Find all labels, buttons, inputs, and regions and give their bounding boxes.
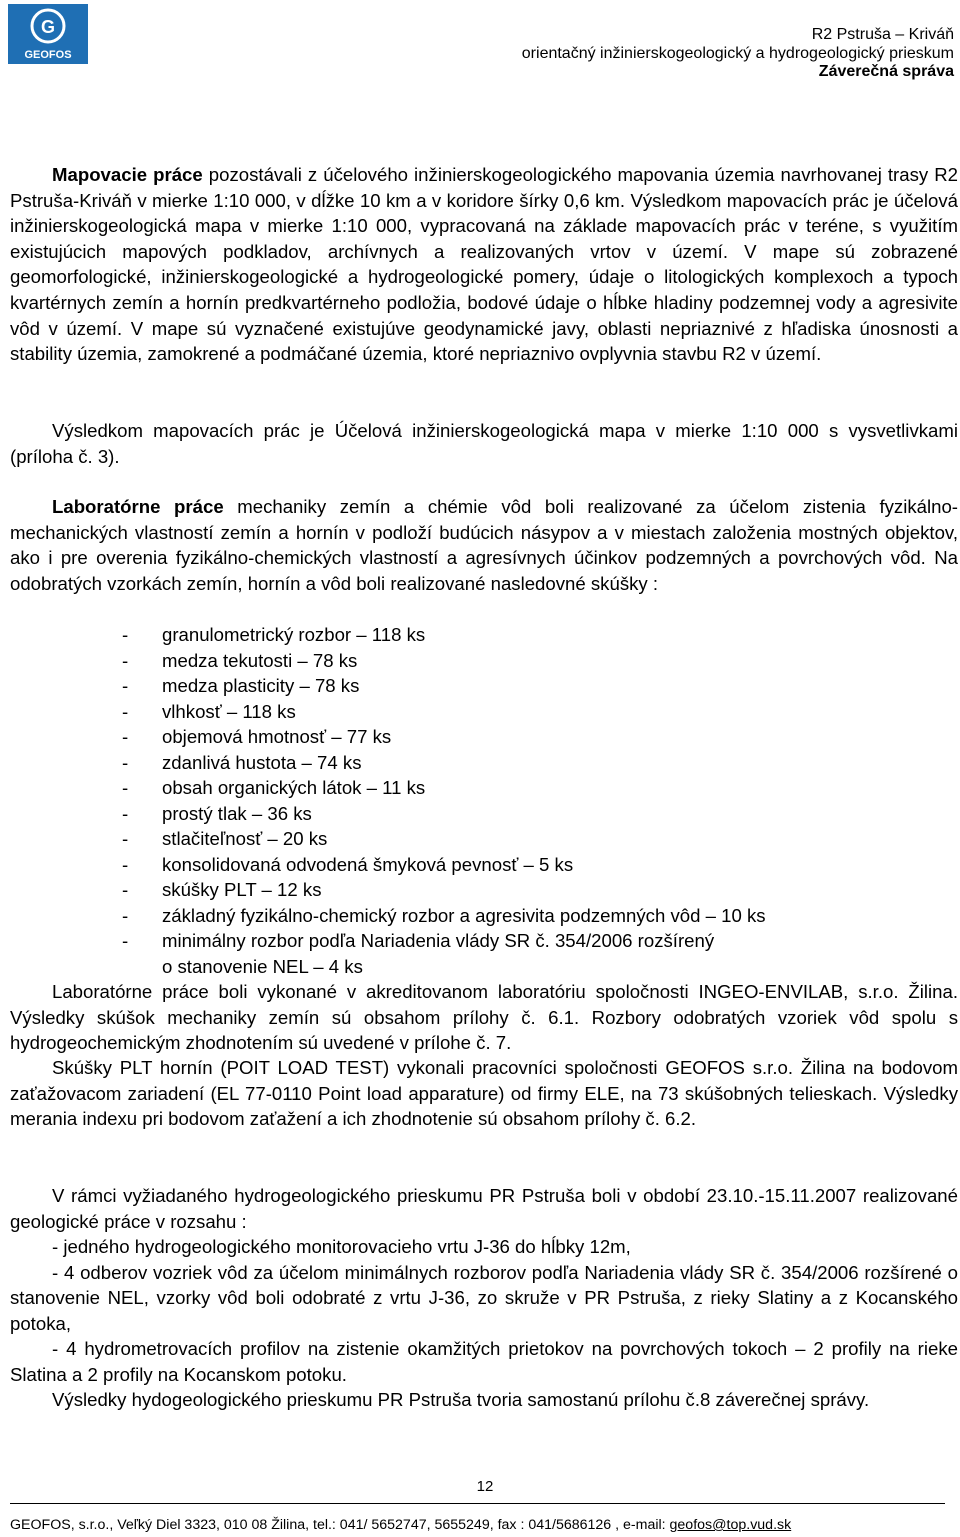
svg-text:G: G — [40, 17, 56, 37]
paragraph-mapping — [10, 162, 958, 367]
page-number: 12 — [476, 1478, 494, 1495]
list-item: - stlačiteľnosť – 20 ks — [122, 828, 328, 849]
paragraph-lead: Mapovacie práce — [52, 164, 203, 185]
list-item: - zdanlivá hustota – 74 ks — [122, 751, 362, 773]
list-item: - 4 odberov vozriek vôd za účelom minimálnych rozborov podľa Nariadenia vlády SR č. 354/2006 rozšírené o stanovenie NEL, vzorky vôd boli odobraté z vrtu J-36, zo skruže v PR Pstruša, z rieky Slatiny a z Kocanského potoka, — [10, 1261, 958, 1334]
paragraph-hydrogeology-results: Výsledky hydogeologického prieskumu PR Pstruša tvoria samostanú prílohu č.8 záverečnej správy. — [52, 1389, 870, 1410]
paragraph-hydrogeology: V rámci vyžiadaného hydrogeologického prieskumu PR Pstruša boli v období 23.10.-15.11.2007 realizované geologické práce v rozsahu : — [10, 1185, 958, 1232]
page-header — [434, 26, 954, 82]
paragraph-plt-tests: Skúšky PLT hornín (POIT LOAD TEST) vykonali pracovníci spoločnosti GEOFOS s.r.o. Žilina na bodovom zaťažovacom zariadení (EL 77-0110 Point load apparature) od firmy ELE, na 73 skúšobných telieskach. Výsledky merania indexu pri bodovom zaťažení a ich zhodnotenie sú obsahom prílohy č. 6.2. — [10, 1057, 958, 1130]
paragraph-text: mechaniky zemín a chémie vôd boli realizované za účelom zistenia fyzikálno-mechanických vlastností zemín a hornín v podloží budúcich násypov a v miestach založenia mostných objektov, ako i pre overenia fyzikálno-chemických vlastností a agresívnych účinkov podzemných a povrchových vôd. Na odobratých vzorkách zemín, hornín a vôd boli realizované nasledovné skúšky : — [10, 496, 958, 594]
list-item: - medza tekutosti – 78 ks — [122, 649, 358, 671]
header-project-title: R2 Pstruša – Kriváň — [811, 26, 954, 43]
list-item: - medza plasticity – 78 ks — [122, 675, 360, 696]
list-item: - základný fyzikálno-chemický rozbor a agresivita podzemných vôd – 10 ks — [122, 904, 766, 926]
paragraph-lead: Laboratórne práce — [52, 496, 224, 517]
list-item: - vlhkosť – 118 ks — [122, 700, 296, 722]
header-report-type: Záverečná správa — [818, 63, 954, 80]
footer-divider — [10, 1503, 945, 1504]
paragraph-text: pozostávali z účelového inžinierskogeologického mapovania územia navrhovanej trasy R2 Pstruša-Kriváň v mierke 1:10 000, v dĺžke 10 km a v koridore šírky 0,6 km. Výsledkom mapovacích prác je účelová inžinierskogeologická mapa v mierke 1:10 000, vypracovaná na základe mapovacích prác v teréne, s využitím existujúcich mapových podkladov, archívnych a realizovaných vrtov v území. V mape sú zobrazené geomorfologické, inžinierskogeologické a hydrogeologické pomery, údaje o litologických komplexoch a typoch kvartérnych zemín a hornín predkvartérneho podložia, bodové údaje o hĺbke hladiny podzemnej vody a agresivite vôd v území. V mape sú vyznačené existujúve geodynamické javy, oblasti nepriaznivé z hľadiska únosnosti a stability územia, zamokrené a podmáčané územia, ktoré nepriaznivo ovplyvnia stavbu R2 v území. — [10, 164, 958, 365]
page-footer — [10, 1517, 955, 1533]
footer-email-link[interactable]: geofos@top.vud.sk — [669, 1517, 792, 1533]
list-item: - konsolidovaná odvodená šmyková pevnosť – 5 ks — [122, 853, 574, 875]
laboratory-tests-list — [0, 622, 960, 979]
list-item: - obsah organických látok – 11 ks — [122, 777, 426, 798]
list-item: - jedného hydrogeologického monitorovacieho vrtu J-36 do hĺbky 12m, — [52, 1236, 631, 1257]
header-survey-type: orientačný inžinierskogeologický a hydrogeologický prieskum — [521, 44, 954, 62]
logo-text: GEOFOS — [24, 49, 72, 61]
paragraph-mapping-result: Výsledkom mapovacích prác je Účelová inžinierskogeologická mapa v mierke 1:10 000 s vysvetlivkami (príloha č. 3). — [10, 420, 958, 467]
geofos-logo — [8, 4, 88, 64]
footer-contact: GEOFOS, s.r.o., Veľký Diel 3323, 010 08 Žilina, tel.: 041/ 5652747, 5655249, fax : 041/5686126 , e-mail: — [10, 1517, 670, 1533]
list-item: - 4 hydrometrovacích profilov na zistenie okamžitých prietokov na povrchových tokoch – 2 profily na rieke Slatina a 2 profily na Kocanskom potoku. — [10, 1338, 958, 1385]
list-item: o stanovenie NEL – 4 ks — [162, 955, 363, 977]
list-item: - granulometrický rozbor – 118 ks — [122, 624, 426, 645]
list-item: - objemová hmotnosť – 77 ks — [122, 726, 392, 747]
list-item: - prostý tlak – 36 ks — [122, 802, 312, 824]
list-item: - minimálny rozbor podľa Nariadenia vlády SR č. 354/2006 rozšírený — [122, 930, 715, 951]
paragraph-laboratory-results: Laboratórne práce boli vykonané v akreditovanom laboratóriu spoločnosti INGEO-ENVILAB, s.r.o. Žilina. Výsledky skúšok mechaniky zemín sú obsahom prílohy č. 6.1. Rozbory odobratých vzoriek vôd spolu s hydrogeochemickým zhodnotením sú uvedené v prílohe č. 7. — [10, 981, 958, 1054]
hydrogeology-works-list — [10, 1234, 958, 1388]
paragraph-laboratory — [10, 494, 958, 596]
list-item: - skúšky PLT – 12 ks — [122, 879, 322, 900]
